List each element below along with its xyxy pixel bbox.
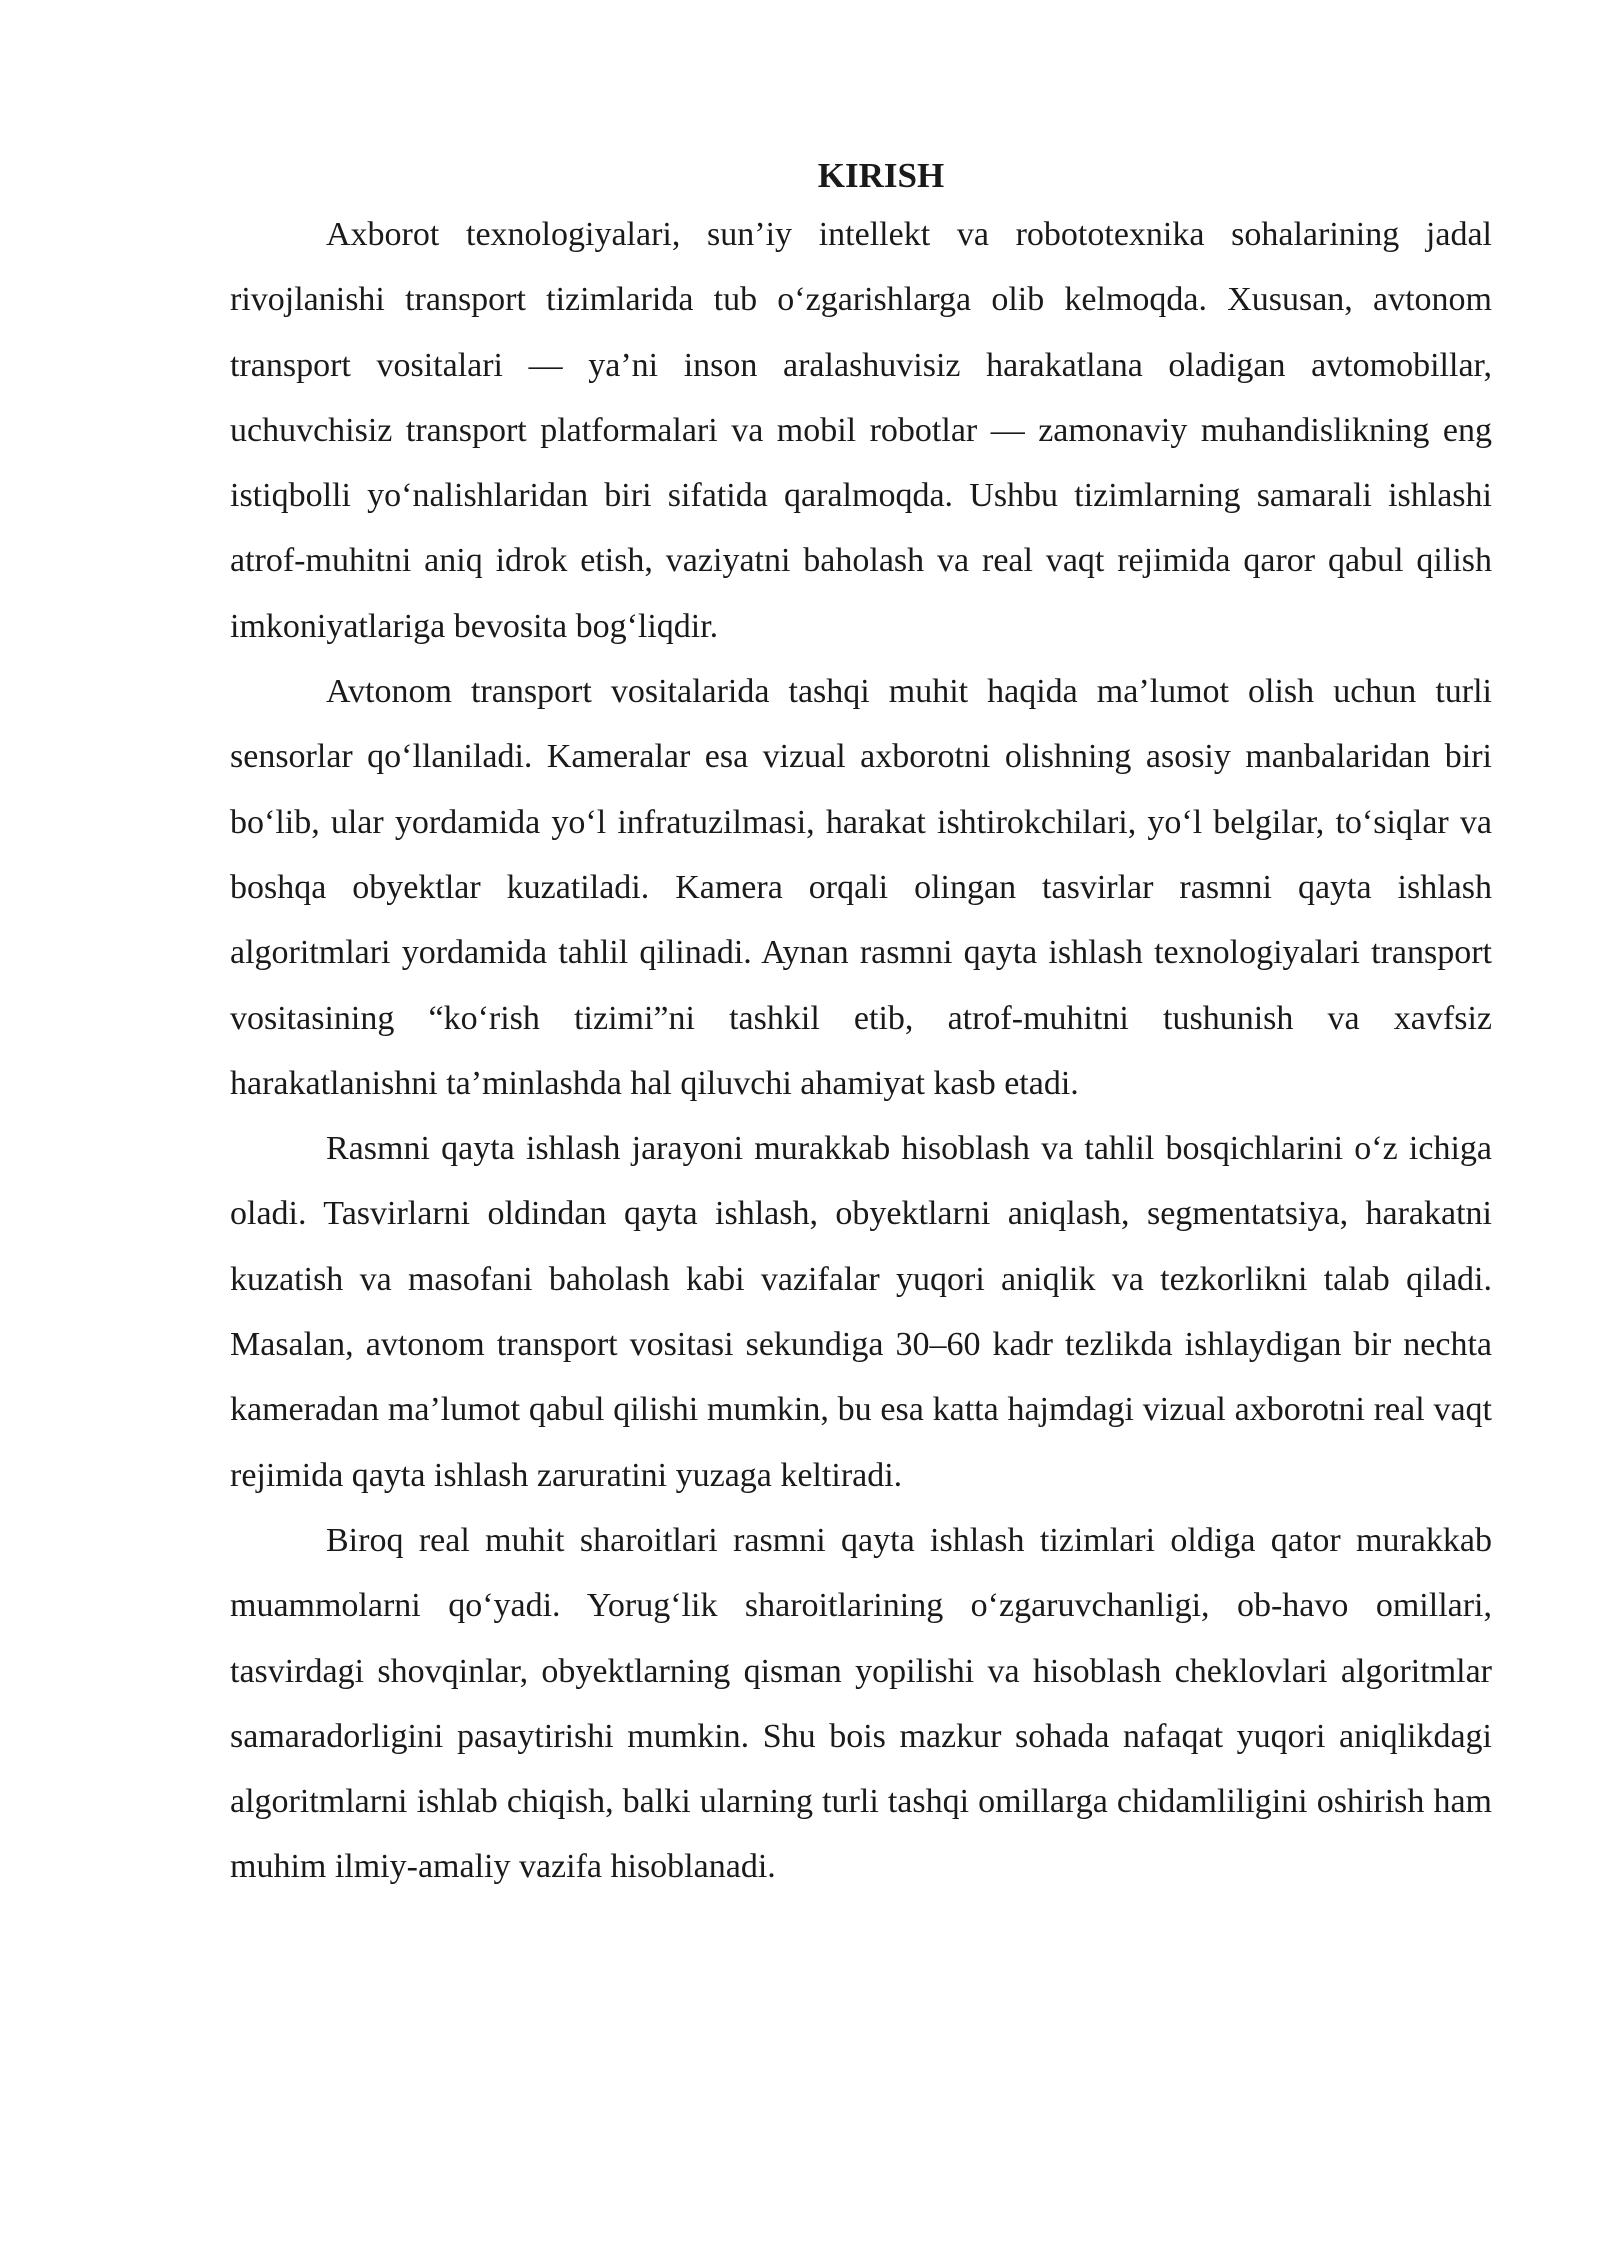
- document-page: [230, 150, 1492, 1900]
- paragraph-2: Avtonom transport vositalarida tashqi muhit haqida ma’lumot olish uchun turli sensorlar qo‘llaniladi. Kameralar esa vizual axborotni olishning asosiy manbalaridan biri bo‘lib, ular yordamida yo‘l infratuzilmasi, harakat ishtirokchilari, yo‘l belgilar, to‘siqlar va boshqa obyektlar kuzatiladi. Kamera orqali olingan tasvirlar rasmni qayta ishlash algoritmlari yordamida tahlil qilinadi. Aynan rasmni qayta ishlash texnologiyalari transport vositasining “ko‘rish tizimi”ni tashkil etib, atrof-muhitni tushunish va xavfsiz harakatlanishni ta’minlashda hal qiluvchi ahamiyat kasb etadi.: [230, 673, 1492, 1102]
- page-title: KIRISH: [817, 156, 945, 195]
- paragraph-3: Rasmni qayta ishlash jarayoni murakkab hisoblash va tahlil bosqichlarini o‘z ichiga oladi. Tasvirlarni oldindan qayta ishlash, obyektlarni aniqlash, segmentatsiya, harakatni kuzatish va masofani baholash kabi vazifalar yuqori aniqlik va tezkorlikni talab qiladi. Masalan, avtonom transport vositasi sekundiga 30–60 kadr tezlikda ishlaydigan bir nechta kameradan ma’lumot qabul qilishi mumkin, bu esa katta hajmdagi vizual axborotni real vaqt rejimida qayta ishlash zaruratini yuzaga keltiradi.: [230, 1130, 1492, 1494]
- paragraph-4: Biroq real muhit sharoitlari rasmni qayta ishlash tizimlari oldiga qator murakkab muammolarni qo‘yadi. Yorug‘lik sharoitlarining o‘zgaruvchanligi, ob-havo omillari, tasvirdagi shovqinlar, obyektlarning qisman yopilishi va hisoblash cheklovlari algoritmlar samaradorligini pasaytirishi mumkin. Shu bois mazkur sohada nafaqat yuqori aniqlikdagi algoritmlarni ishlab chiqish, balki ularning turli tashqi omillarga chidamliligini oshirish ham muhim ilmiy-amaliy vazifa hisoblanadi.: [230, 1521, 1492, 1886]
- paragraph-1: Axborot texnologiyalari, sun’iy intellekt va robototexnika sohalarining jadal rivojlanishi transport tizimlarida tub o‘zgarishlarga olib kelmoqda. Xususan, avtonom transport vositalari — ya’ni inson aralashuvisiz harakatlana oladigan avtomobillar, uchuvchisiz transport platformalari va mobil robotlar — zamonaviy muhandislikning eng istiqbolli yo‘nalishlaridan biri sifatida qaralmoqda. Ushbu tizimlarning samarali ishlashi atrof-muhitni aniq idrok etish, vaziyatni baholash va real vaqt rejimida qaror qabul qilish imkoniyatlariga bevosita bog‘liqdir.: [230, 216, 1492, 645]
